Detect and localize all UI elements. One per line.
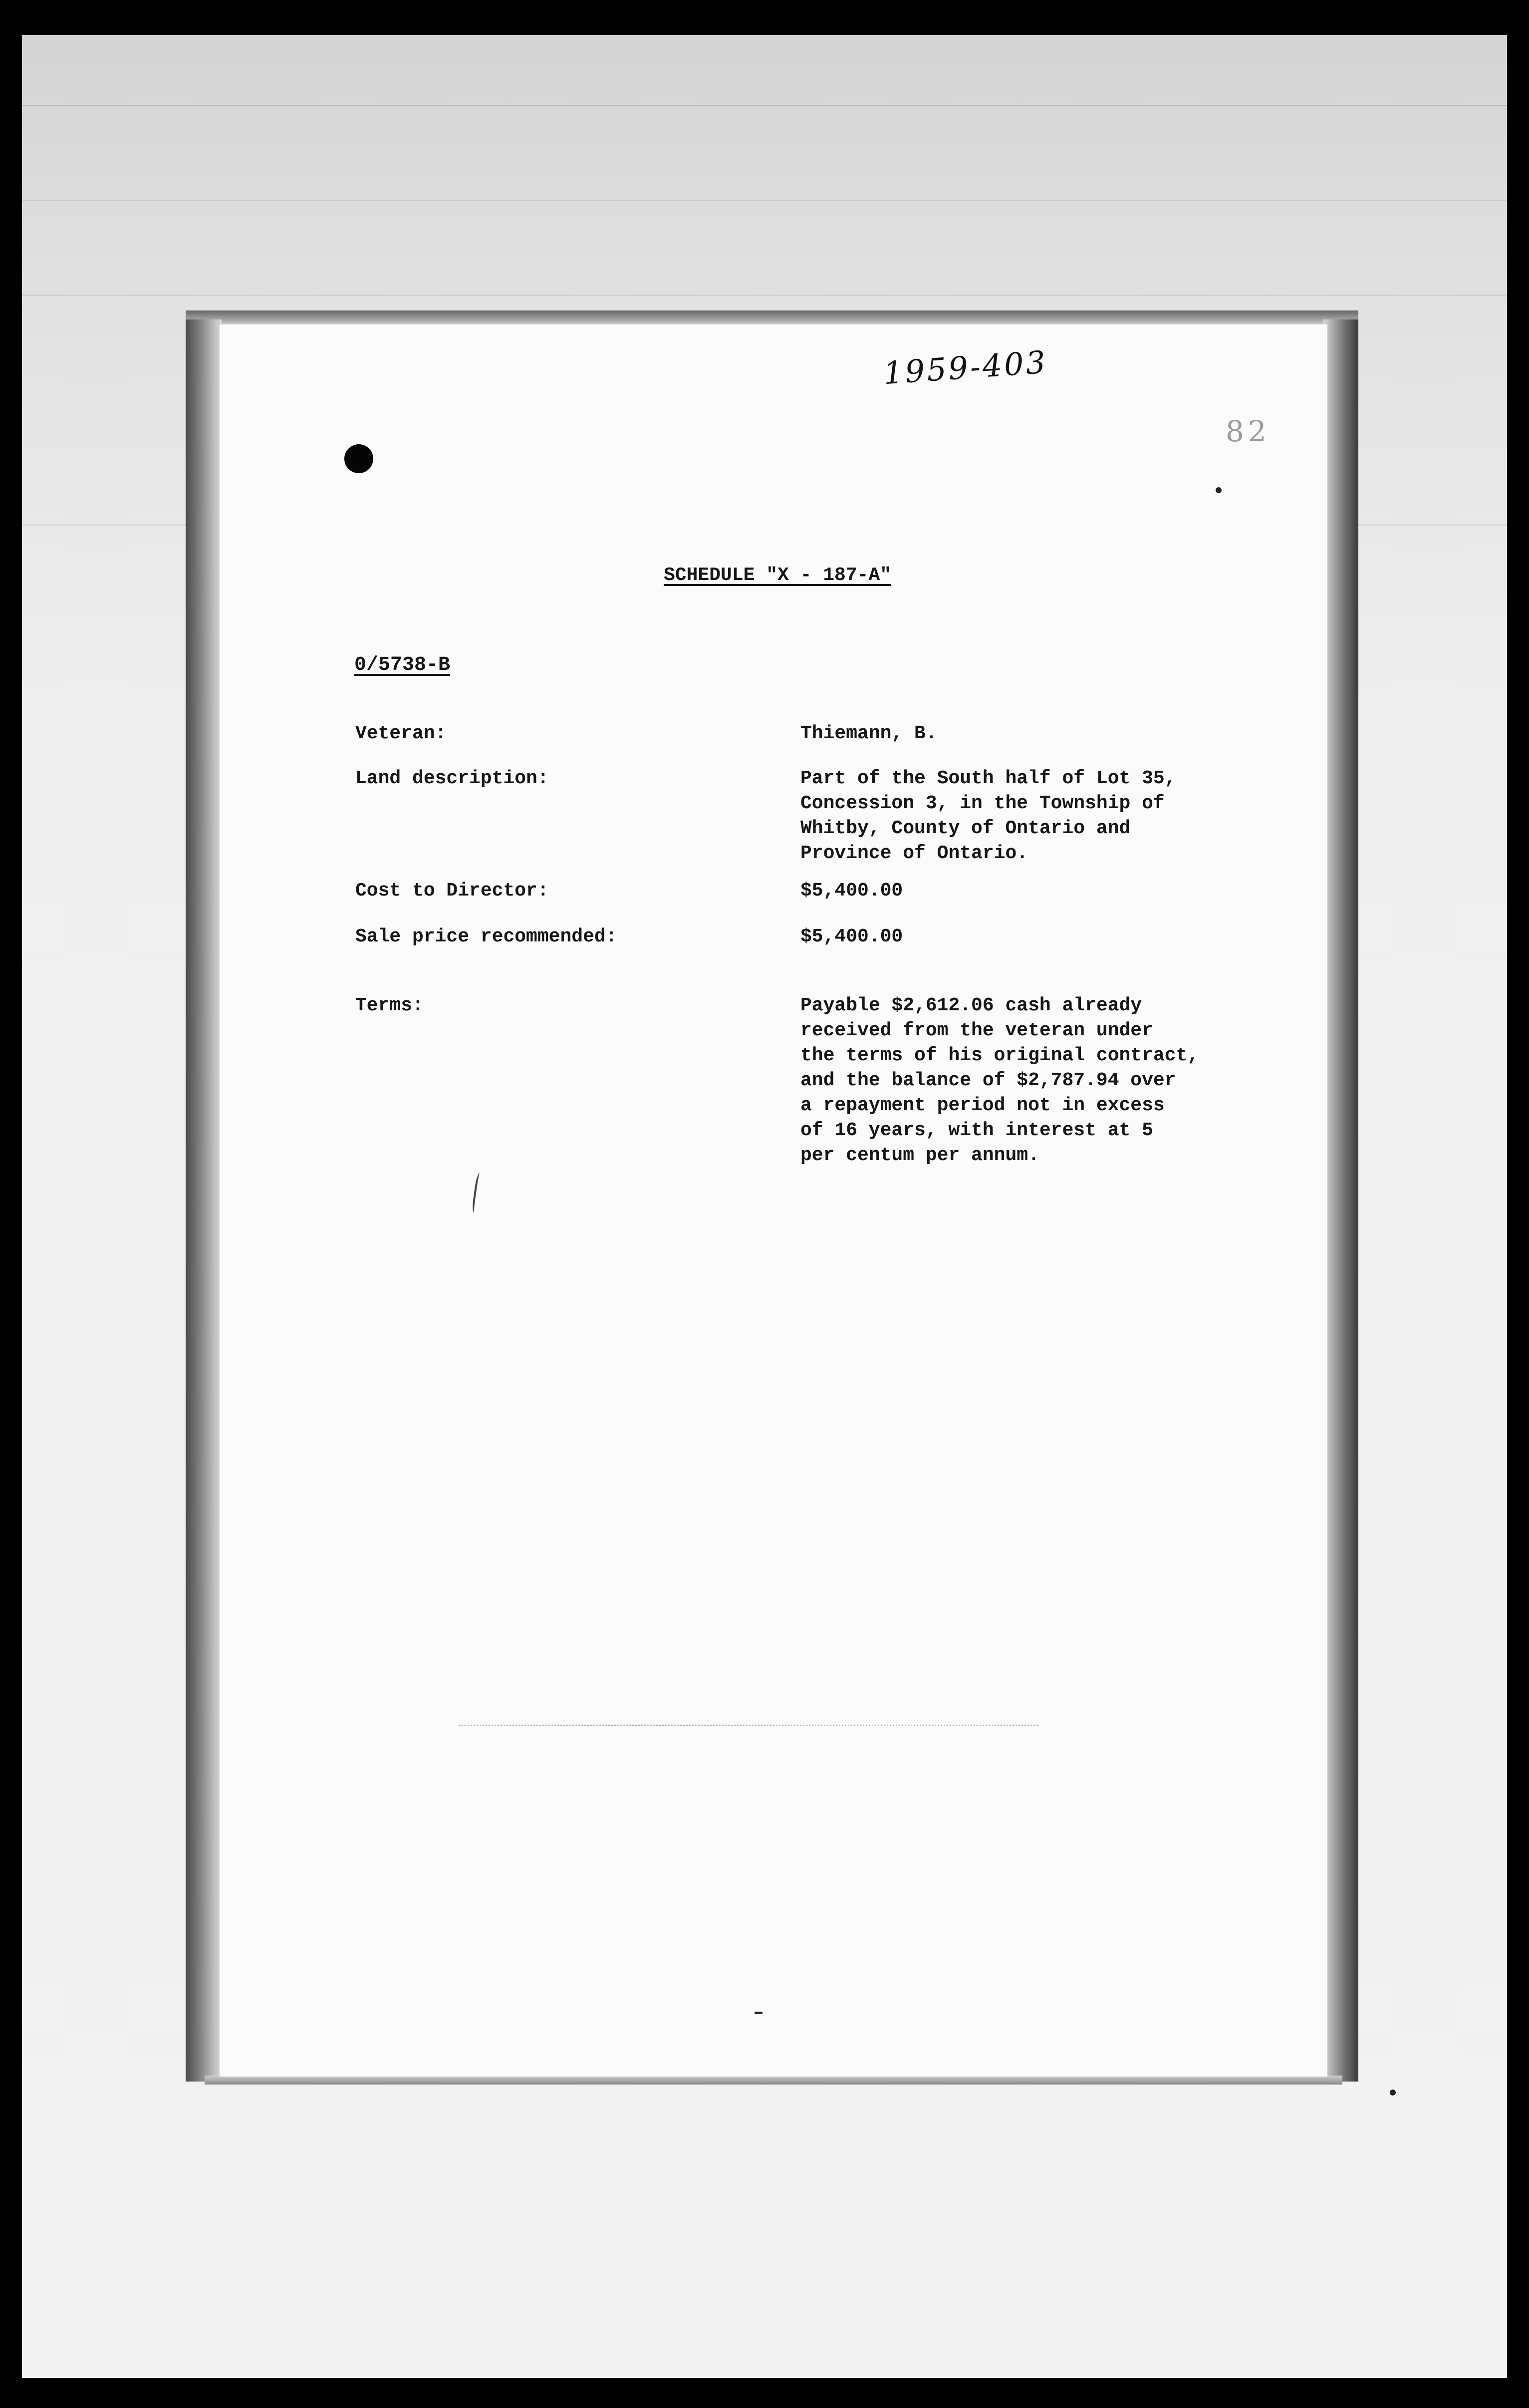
land-description-label: Land description: <box>355 768 549 789</box>
punch-hole <box>344 444 373 473</box>
file-number: 0/5738-B <box>354 654 451 676</box>
terms-value: Payable $2,612.06 cash already received from the veteran under the terms of his original contract, and the balance of $2,787.94 over a repayment period not in excess of 16 years, with interest at 5 per centum per annum. <box>800 995 1199 1166</box>
scan-streak <box>22 295 1507 296</box>
terms-label: Terms: <box>355 995 424 1016</box>
ink-speck <box>1390 2090 1396 2096</box>
faint-dotted-rule <box>459 1725 1038 1726</box>
scan-streak <box>22 200 1507 201</box>
handwritten-note: 1959-403 <box>882 343 1049 392</box>
sheet-shadow-left <box>186 319 222 2082</box>
ink-speck <box>755 2012 763 2014</box>
cost-to-director-label: Cost to Director: <box>355 880 549 902</box>
sale-price-value: $5,400.00 <box>800 926 903 947</box>
sheet-shadow-right <box>1323 319 1358 2082</box>
veteran-value: Thiemann, B. <box>800 723 937 744</box>
land-description-value: Part of the South half of Lot 35, Concession 3, in the Township of Whitby, County of Ontario and Province of Ontario. <box>800 768 1176 864</box>
sheet-shadow-bottom <box>205 2076 1342 2085</box>
ink-speck <box>1216 487 1222 493</box>
schedule-title: SCHEDULE "X - 187-A" <box>664 565 892 586</box>
cost-to-director-value: $5,400.00 <box>800 880 903 902</box>
scan-streak <box>22 105 1507 106</box>
sale-price-label: Sale price recommended: <box>355 926 617 947</box>
veteran-label: Veteran: <box>355 723 447 744</box>
page-number: 82 <box>1226 414 1271 448</box>
